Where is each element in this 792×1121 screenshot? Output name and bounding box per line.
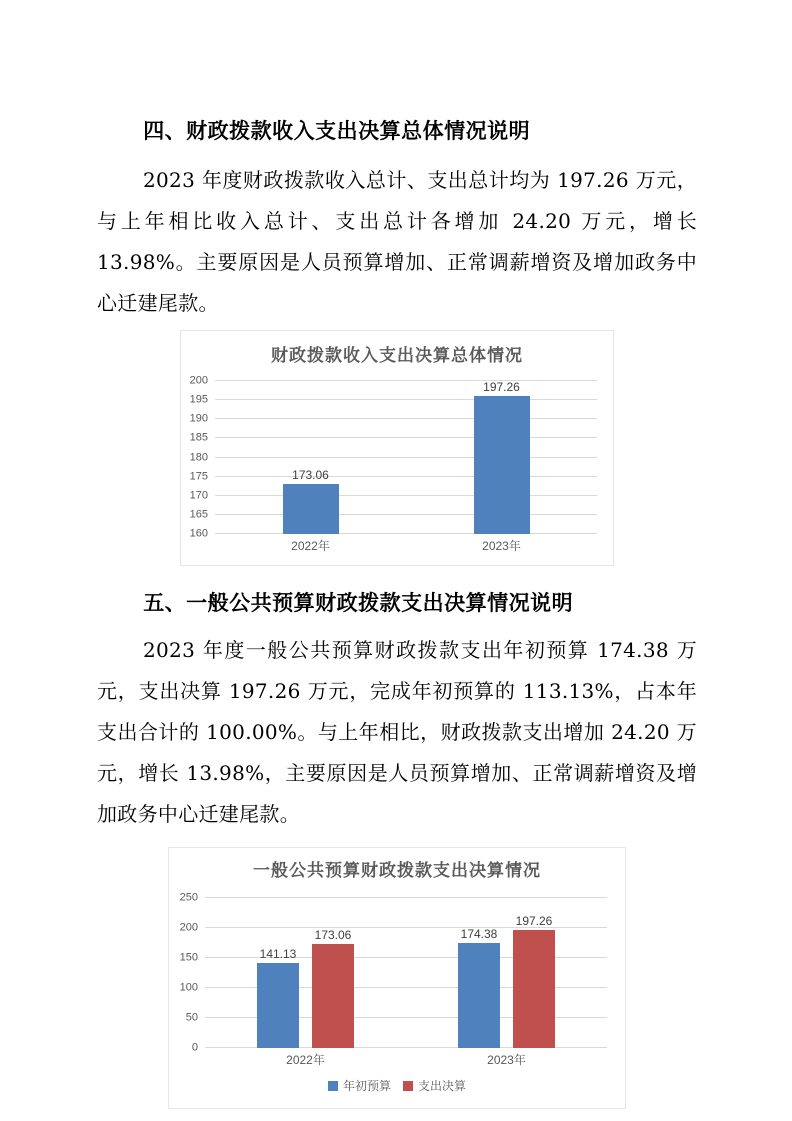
legend-label: 支出决算 [418, 1079, 467, 1093]
data-label: 174.38 [460, 927, 498, 942]
bar [513, 930, 555, 1048]
y-axis-tick: 190 [189, 412, 208, 425]
section-5-heading: 五、一般公共预算财政拨款支出决算情况说明 [143, 592, 574, 615]
chart-public-budget-expenditure [168, 847, 626, 1109]
bar-with-label [458, 898, 500, 1048]
bar-with-label [283, 381, 339, 534]
y-axis-tick: 0 [191, 1041, 198, 1054]
legend-swatch [403, 1081, 413, 1091]
y-axis-tick: 185 [189, 431, 208, 444]
bar-groups [205, 898, 607, 1067]
data-label: 173.06 [314, 928, 352, 943]
legend-label: 年初预算 [342, 1079, 391, 1093]
y-axis-tick: 100 [179, 981, 198, 994]
x-axis-tick: 2023年 [487, 1053, 526, 1067]
y-axis-tick: 180 [189, 451, 208, 463]
chart-plot-area [181, 374, 613, 553]
section-4-paragraph: 2023 年度财政拨款收入总计、支出总计均为 197.26 万元，与上年相比收入总计、支出总计各增加 24.20 万元，增长 13.98%。主要原因是人员预算增加、正常调薪增资及增加政务中心迁建尾款。 [97, 168, 697, 315]
y-axis-tick: 200 [179, 921, 198, 934]
plot-grid [205, 898, 607, 1067]
chart-plot-area [169, 891, 625, 1067]
y-axis-tick: 50 [185, 1011, 198, 1024]
y-axis [185, 374, 215, 540]
x-axis-tick: 2022年 [286, 1053, 325, 1067]
bar [474, 396, 530, 534]
y-axis [173, 891, 205, 1054]
legend-swatch [328, 1081, 338, 1091]
chart-fiscal-appropriation-overall [180, 330, 614, 566]
data-label: 173.06 [292, 468, 329, 483]
legend-item [328, 1077, 391, 1094]
x-axis-tick: 2022年 [291, 539, 330, 553]
chart-title: 一般公共预算财政拨款支出决算情况 [253, 861, 541, 880]
bar [257, 963, 299, 1048]
y-axis-tick: 175 [189, 470, 208, 483]
x-axis-tick: 2023年 [482, 539, 521, 553]
bar-with-label [312, 898, 354, 1048]
bar-pair [458, 898, 555, 1048]
bar-pair [283, 381, 339, 534]
bar-with-label [257, 898, 299, 1048]
category-group [205, 898, 406, 1067]
y-axis-tick: 170 [189, 489, 208, 502]
y-axis-tick: 195 [189, 393, 208, 406]
plot-grid [215, 380, 597, 553]
y-axis-tick: 250 [179, 891, 198, 904]
chart-legend [169, 1077, 625, 1094]
category-group [215, 381, 406, 553]
y-axis-tick: 200 [189, 374, 208, 387]
bar [283, 484, 339, 534]
bar-pair [257, 898, 354, 1048]
bar [312, 944, 354, 1048]
bar-with-label [474, 381, 530, 534]
category-group [406, 898, 607, 1067]
chart-title: 财政拨款收入支出决算总体情况 [271, 346, 523, 365]
bar-pair [474, 381, 530, 534]
data-label: 141.13 [259, 947, 297, 962]
data-label: 197.26 [515, 913, 553, 928]
section-5-paragraph: 2023 年度一般公共预算财政拨款支出年初预算 174.38 万元，支出决算 197.26 万元，完成年初预算的 113.13%，占本年支出合计的 100.00%。与上年相比，财政拨款支出增加 24.20 万元，增长 13.98%，主要原因是人员预算增加、正常调薪增资及增加政务中心迁建尾款。 [97, 638, 697, 826]
bar-groups [215, 380, 597, 553]
category-group [406, 380, 597, 553]
bar [458, 943, 500, 1048]
bar-with-label [513, 898, 555, 1048]
legend-item [403, 1077, 466, 1094]
y-axis-tick: 160 [189, 527, 208, 540]
y-axis-tick: 150 [179, 951, 198, 964]
section-4-heading: 四、财政拨款收入支出决算总体情况说明 [143, 120, 531, 143]
y-axis-tick: 165 [189, 508, 208, 521]
data-label: 197.26 [483, 380, 520, 394]
